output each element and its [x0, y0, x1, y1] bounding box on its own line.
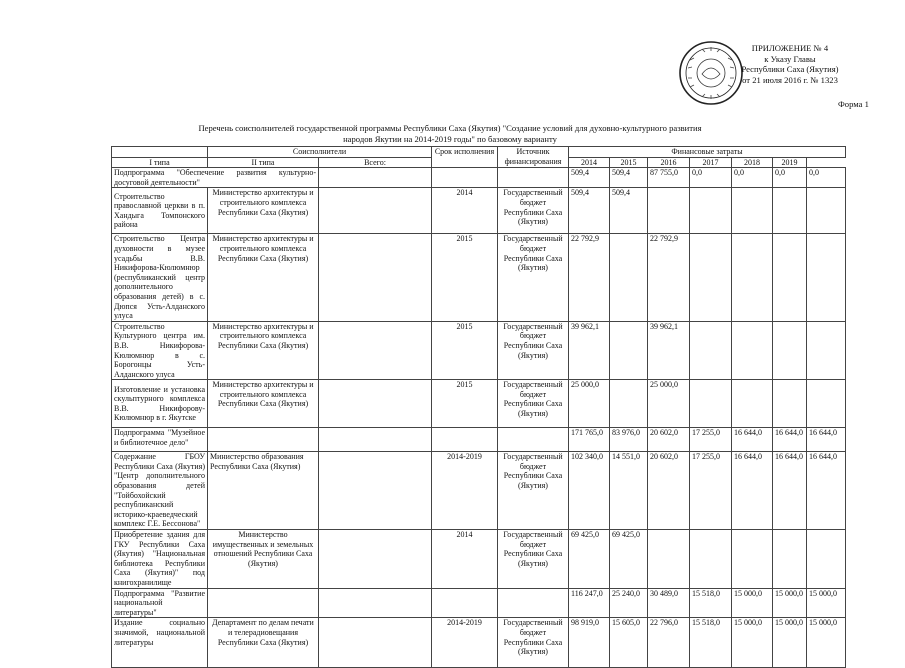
cell-2015: 22 792,9: [648, 234, 690, 321]
table-row: [112, 168, 846, 188]
cell-type2: Министерство образования Республики Саха (Якутия): [208, 452, 319, 530]
appendix-decree-ref: к Указу Главы: [764, 53, 816, 64]
cell-term: 2014-2019: [432, 452, 498, 530]
cell-type2: Министерство архитектуры и строительного комплекса Республики Саха (Якутия): [208, 321, 319, 380]
cell-term: 2015: [432, 380, 498, 428]
header-empty: [112, 147, 208, 158]
cell-term: [432, 428, 498, 452]
cell-source: Государственный бюджет Республики Саха (Якутия): [498, 188, 569, 234]
cell-2015: 20 602,0: [648, 428, 690, 452]
header-term: Срок исполнения: [432, 147, 498, 168]
header-coexecutors: Соисполнители: [208, 147, 432, 158]
cell-term: [432, 168, 498, 188]
cell-type2: [319, 168, 432, 188]
cell-source: Государственный бюджет Республики Саха (Якутия): [498, 234, 569, 321]
cell-2019: 16 644,0: [807, 452, 846, 530]
activity-name-text: Строительство православной церкви в п. Хандыга Томпонского района: [114, 191, 205, 230]
cell-2019: 0,0: [807, 168, 846, 188]
cell-empty: [319, 188, 432, 234]
cell-source: Государственный бюджет Республики Саха (Якутия): [498, 618, 569, 668]
cell-source: Государственный бюджет Республики Саха (Якутия): [498, 321, 569, 380]
table-row: [112, 188, 846, 234]
cell-source: Государственный бюджет Республики Саха (Якутия): [498, 452, 569, 530]
cell-2015: 22 796,0: [648, 618, 690, 668]
cell-2017: 15 000,0: [732, 618, 773, 668]
cell-type2-col1: [208, 588, 319, 618]
header-2016: 2016: [648, 157, 690, 168]
appendix-number: ПРИЛОЖЕНИЕ № 4: [751, 43, 829, 53]
cell-type2: Департамент по делам печати и телерадиовещания Республики Саха (Якутия): [208, 618, 319, 668]
cell-type2: Министерство архитектуры и строительного комплекса Республики Саха (Якутия): [208, 380, 319, 428]
document-title: [150, 123, 750, 144]
cell-2016: 17 255,0: [690, 428, 732, 452]
cell-source: [498, 588, 569, 618]
cell-2014: [610, 380, 648, 428]
cell-2017: 16 644,0: [732, 452, 773, 530]
cell-type2: [319, 588, 432, 618]
cell-type2: Министерство архитектуры и строительного комплекса Республики Саха (Якутия): [208, 188, 319, 234]
cell-2016: [690, 234, 732, 321]
cell-total: 102 340,0: [569, 452, 610, 530]
cell-2016: 0,0: [690, 168, 732, 188]
table-row: [112, 234, 846, 321]
cell-2019: 15 000,0: [807, 618, 846, 668]
cell-2016: 15 518,0: [690, 588, 732, 618]
cell-2017: [732, 234, 773, 321]
title-line-1: Перечень соисполнителей государственной программы Республики Саха (Якутия) "Создание условий для духовно-культурного развития: [198, 123, 702, 133]
cell-2018: [773, 234, 807, 321]
cell-2014: [610, 321, 648, 380]
cell-2017: 16 644,0: [732, 428, 773, 452]
cell-term: 2014: [432, 188, 498, 234]
coexecutors-table: [111, 146, 846, 668]
appendix-republic: Республики Саха (Якутия): [741, 64, 839, 75]
table-row: [112, 428, 846, 452]
cell-2019: [807, 321, 846, 380]
cell-term: 2015: [432, 234, 498, 321]
cell-type2: Министерство архитектуры и строительного комплекса Республики Саха (Якутия): [208, 234, 319, 321]
cell-empty: [319, 452, 432, 530]
table-row: [112, 321, 846, 380]
subprogram-name: Подпрограмма "Обеспечение развития культурно-досуговой деятельности": [112, 168, 319, 188]
cell-2015: 30 489,0: [648, 588, 690, 618]
cell-2018: [773, 188, 807, 234]
cell-empty: [319, 380, 432, 428]
subprogram-name: Подпрограмма "Музейное и библиотечное дело": [112, 428, 208, 452]
cell-2019: [807, 188, 846, 234]
cell-2014: [610, 234, 648, 321]
cell-total: 22 792,9: [569, 234, 610, 321]
cell-empty: [319, 618, 432, 668]
cell-2018: 0,0: [773, 168, 807, 188]
header-type1: I типа: [112, 157, 208, 168]
cell-total: 39 962,1: [569, 321, 610, 380]
activity-name: [112, 188, 208, 234]
cell-2018: [773, 380, 807, 428]
cell-total: 98 919,0: [569, 618, 610, 668]
cell-2014: 14 551,0: [610, 452, 648, 530]
header-2019: 2019: [773, 157, 807, 168]
header-type2: II типа: [208, 157, 319, 168]
cell-term: 2015: [432, 321, 498, 380]
cell-type2: [319, 428, 432, 452]
appendix-date: от 21 июля 2016 г. № 1323: [742, 74, 838, 85]
header-source: Источник финансирования: [498, 147, 569, 168]
cell-2016: [690, 188, 732, 234]
cell-2017: [732, 188, 773, 234]
header-total: Всего:: [319, 157, 432, 168]
cell-2015: 87 755,0: [648, 168, 690, 188]
header-2017: 2017: [690, 157, 732, 168]
cell-total: 69 425,0: [569, 530, 610, 589]
cell-term: 2014-2019: [432, 618, 498, 668]
activity-name-text: Изготовление и установка скульптурного комплекса В.В. Никифорову-Кюлюмнюр в г. Якутске: [114, 384, 205, 423]
cell-empty: [319, 234, 432, 321]
cell-empty: [319, 321, 432, 380]
cell-2018: 16 644,0: [773, 452, 807, 530]
table-row: [112, 380, 846, 428]
activity-name: Строительство Центра духовности в музее усадьбы В.В. Никифорова-Кюлюмнюр (республиканский центр дополнительного образования детей) в с. Дюпся Усть-Алданского улуса: [112, 234, 208, 321]
cell-2014: 509,4: [610, 168, 648, 188]
cell-2014: 15 605,0: [610, 618, 648, 668]
cell-source: [498, 428, 569, 452]
cell-total: 509,4: [569, 168, 610, 188]
cell-2019: [807, 530, 846, 589]
cell-2019: 15 000,0: [807, 588, 846, 618]
cell-2015: [648, 188, 690, 234]
title-line-2: народов Якутии на 2014-2019 годы" по базовому варианту: [343, 133, 557, 144]
cell-2015: 25 000,0: [648, 380, 690, 428]
cell-term: [432, 588, 498, 618]
cell-2014: 509,4: [610, 188, 648, 234]
table-row: [112, 618, 846, 668]
subprogram-name: Подпрограмма "Развитие национальной литературы": [112, 588, 208, 618]
form-label: Форма 1: [838, 99, 869, 109]
cell-2018: 16 644,0: [773, 428, 807, 452]
cell-2017: 15 000,0: [732, 588, 773, 618]
cell-type2-col1: [208, 428, 319, 452]
cell-2019: 16 644,0: [807, 428, 846, 452]
activity-name-text: Строительство Культурного центра им. В.В. Никифорова-Кюлюмнюр в с. Борогонцы Усть-Алданского улуса: [114, 321, 205, 379]
activity-name: Издание социально значимой, национальной литературы: [112, 618, 208, 668]
cell-2016: 15 518,0: [690, 618, 732, 668]
header-2014: 2014: [569, 157, 610, 168]
cell-source: [498, 168, 569, 188]
cell-2016: [690, 380, 732, 428]
table-row: [112, 530, 846, 589]
cell-empty: [319, 530, 432, 589]
activity-name: [112, 321, 208, 380]
cell-2018: 15 000,0: [773, 588, 807, 618]
cell-2016: [690, 530, 732, 589]
cell-2018: [773, 530, 807, 589]
cell-2017: [732, 321, 773, 380]
cell-2017: [732, 380, 773, 428]
cell-2019: [807, 380, 846, 428]
activity-name: [112, 380, 208, 428]
cell-total: 509,4: [569, 188, 610, 234]
cell-source: Государственный бюджет Республики Саха (Якутия): [498, 530, 569, 589]
cell-2016: 17 255,0: [690, 452, 732, 530]
cell-2015: [648, 530, 690, 589]
cell-2014: 83 976,0: [610, 428, 648, 452]
cell-term: 2014: [432, 530, 498, 589]
cell-2016: [690, 321, 732, 380]
cell-2014: 69 425,0: [610, 530, 648, 589]
cell-2018: 15 000,0: [773, 618, 807, 668]
table-row: [112, 588, 846, 618]
cell-source: Государственный бюджет Республики Саха (Якутия): [498, 380, 569, 428]
header-2015: 2015: [610, 157, 648, 168]
table-row: [112, 452, 846, 530]
table-header-row-1: [112, 147, 846, 158]
cell-2017: 0,0: [732, 168, 773, 188]
appendix-header: [730, 43, 850, 85]
cell-total: 25 000,0: [569, 380, 610, 428]
cell-2014: 25 240,0: [610, 588, 648, 618]
activity-name: Приобретение здания для ГКУ Республики Саха (Якутия) "Национальная библиотека Республики Саха (Якутия)" под книгохранилище: [112, 530, 208, 589]
activity-name: Содержание ГБОУ Республики Саха (Якутия) "Центр дополнительного образования детей "Тойбохойский республиканский историко-краеведческий комплекс Г.Е. Бессонова": [112, 452, 208, 530]
cell-2015: 20 602,0: [648, 452, 690, 530]
cell-2017: [732, 530, 773, 589]
cell-2015: 39 962,1: [648, 321, 690, 380]
cell-total: 171 765,0: [569, 428, 610, 452]
cell-2018: [773, 321, 807, 380]
cell-total: 116 247,0: [569, 588, 610, 618]
cell-2019: [807, 234, 846, 321]
cell-type2: Министерство имущественных и земельных отношений Республики Саха (Якутия): [208, 530, 319, 589]
header-2018: 2018: [732, 157, 773, 168]
header-costs: Финансовые затраты: [569, 147, 846, 158]
